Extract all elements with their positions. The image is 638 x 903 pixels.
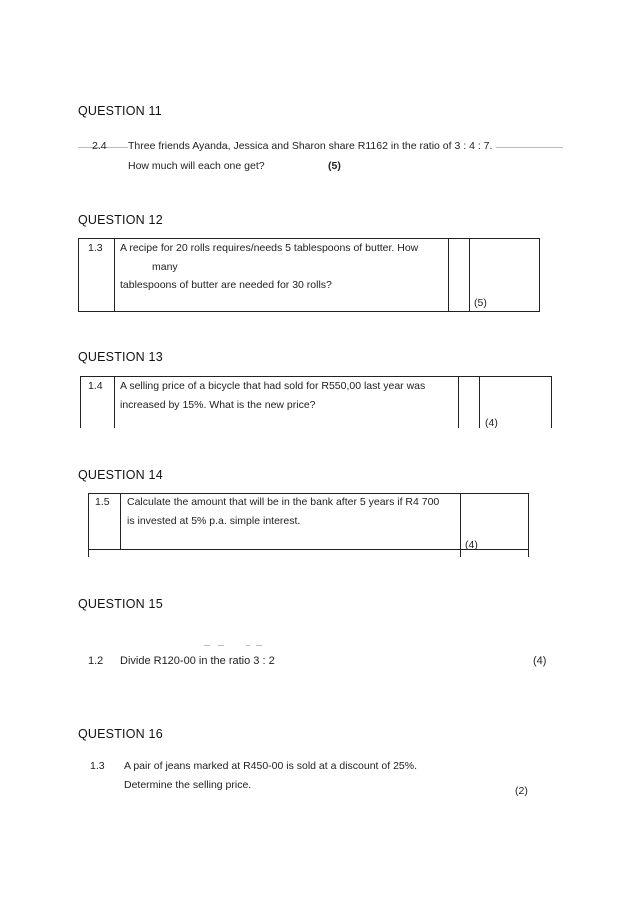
scan-mark bbox=[246, 645, 250, 646]
table-border-bottom bbox=[78, 311, 540, 312]
question-number: 1.2 bbox=[88, 655, 104, 667]
table-divider bbox=[120, 493, 121, 550]
question-text-line-1: Divide R120-00 in the ratio 3 : 2 bbox=[120, 655, 275, 667]
table-border-right bbox=[528, 493, 529, 557]
question-text-line-2: Determine the selling price. bbox=[124, 779, 252, 791]
question-14-heading: QUESTION 14 bbox=[78, 468, 163, 482]
question-marks: (4) bbox=[465, 539, 478, 551]
scan-mark bbox=[204, 645, 210, 646]
question-16-heading: QUESTION 16 bbox=[78, 727, 163, 741]
question-number: 1.4 bbox=[88, 380, 103, 392]
question-marks: (4) bbox=[533, 655, 547, 667]
question-text-line-2: How much will each one get? bbox=[128, 160, 265, 172]
table-divider bbox=[469, 238, 470, 312]
table-border-top bbox=[80, 376, 552, 377]
question-text-line-1: Calculate the amount that will be in the bank after 5 years if R4 700 bbox=[127, 496, 440, 508]
table-border-left bbox=[80, 376, 81, 428]
table-divider bbox=[460, 493, 461, 557]
table-border-left bbox=[88, 493, 89, 557]
question-number: 1.5 bbox=[95, 496, 110, 508]
question-number: 1.3 bbox=[90, 760, 105, 772]
table-border-left bbox=[78, 238, 79, 312]
scan-mark bbox=[256, 645, 262, 646]
question-marks: (5) bbox=[474, 297, 487, 309]
table-border-right bbox=[539, 238, 540, 312]
table-border-right bbox=[551, 376, 552, 428]
question-text-line-1: Three friends Ayanda, Jessica and Sharon share R1162 in the ratio of 3 : 4 : 7. bbox=[128, 140, 496, 152]
question-marks: (5) bbox=[328, 160, 341, 172]
question-15-heading: QUESTION 15 bbox=[78, 597, 163, 611]
question-12-heading: QUESTION 12 bbox=[78, 213, 163, 227]
question-text-line-1: A recipe for 20 rolls requires/needs 5 tablespoons of butter. How bbox=[120, 242, 419, 254]
table-divider bbox=[114, 238, 115, 312]
table-divider bbox=[479, 376, 480, 428]
question-number: 2.4 bbox=[92, 140, 107, 152]
question-text-line-1: A selling price of a bicycle that had sold for R550,00 last year was bbox=[120, 380, 426, 392]
question-text-line-1: A pair of jeans marked at R450-00 is sold at a discount of 25%. bbox=[124, 760, 418, 772]
table-border-top bbox=[78, 238, 540, 239]
question-marks: (2) bbox=[515, 785, 528, 797]
table-divider bbox=[458, 376, 459, 428]
question-marks: (4) bbox=[485, 417, 498, 429]
scan-mark bbox=[218, 645, 224, 646]
question-13-heading: QUESTION 13 bbox=[78, 350, 163, 364]
table-divider bbox=[114, 376, 115, 428]
question-text-line-2: many bbox=[152, 261, 178, 273]
table-border-top bbox=[88, 493, 529, 494]
question-11-heading: QUESTION 11 bbox=[78, 104, 162, 118]
table-divider bbox=[448, 238, 449, 312]
question-text-line-2: increased by 15%. What is the new price? bbox=[120, 399, 316, 411]
question-text-line-2: is invested at 5% p.a. simple interest. bbox=[127, 515, 301, 527]
question-number: 1.3 bbox=[88, 242, 103, 254]
table-border-bottom bbox=[88, 549, 529, 550]
question-text-line-3: tablespoons of butter are needed for 30 rolls? bbox=[120, 279, 332, 291]
